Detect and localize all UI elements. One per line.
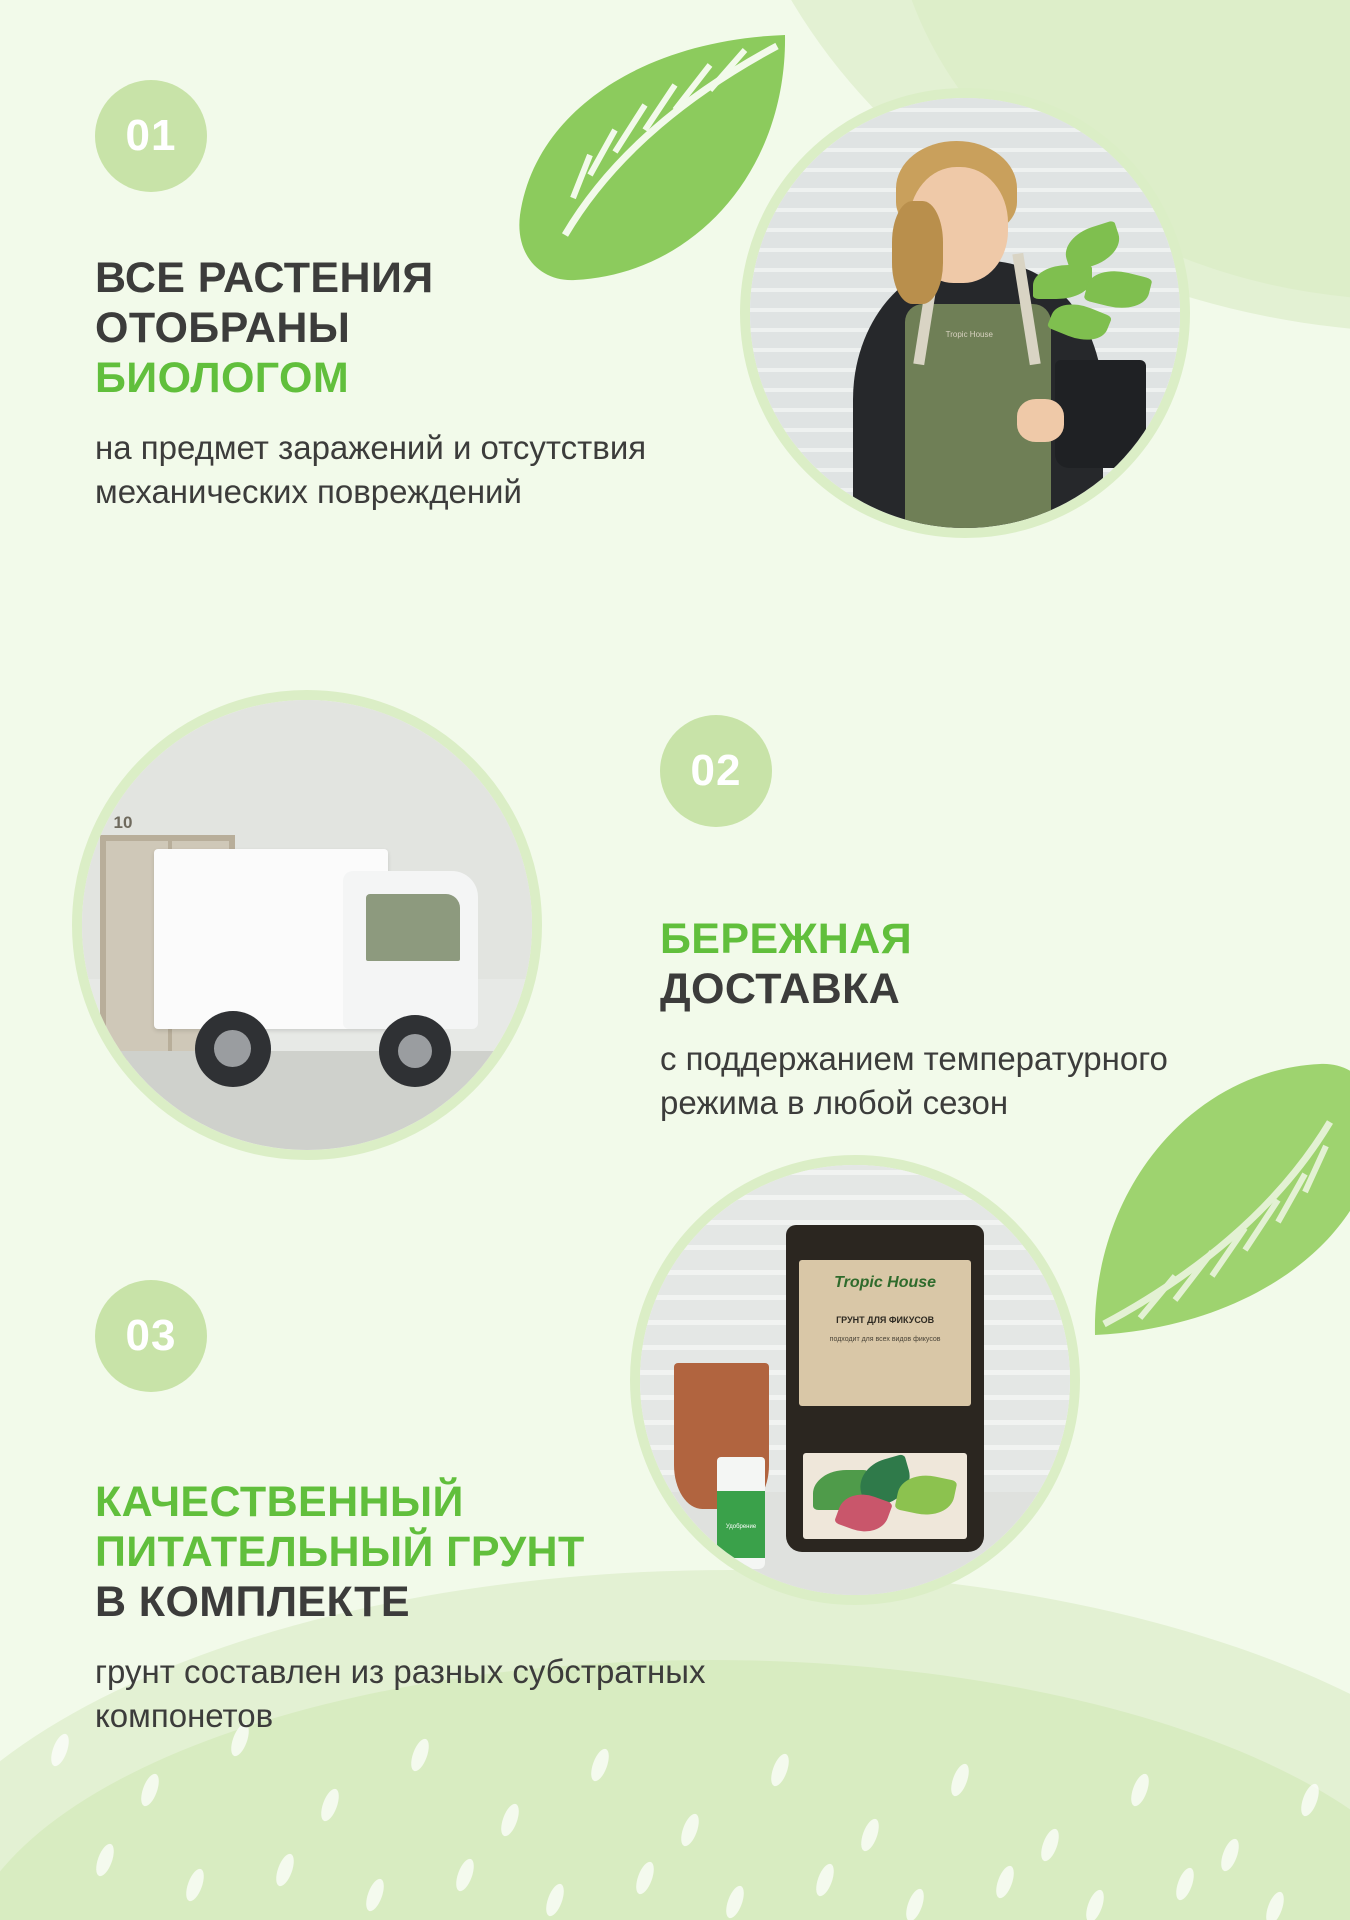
package-artwork (803, 1453, 966, 1539)
photo-delivery-truck (72, 690, 542, 1160)
package-brand: Tropic House (834, 1274, 937, 1292)
package-title: ГРУНТ ДЛЯ ФИКУСОВ (836, 1315, 935, 1326)
headline-line-accent: БЕРЕЖНАЯ (660, 915, 913, 963)
feature-number-badge-1 (95, 80, 207, 192)
bottle-label-text: Удобрение (725, 1524, 757, 1531)
feature-subtext-1: на предмет заражений и отсутствия механических повреждений (95, 428, 647, 510)
headline-line: В КОМПЛЕКТЕ (95, 1577, 410, 1626)
photo-biologist-with-plant (740, 88, 1190, 538)
fertilizer-bottle (717, 1457, 764, 1569)
feature-number-badge-3 (95, 1280, 207, 1392)
headline-line-accent: ПИТАТЕЛЬНЫЙ ГРУНТ (95, 1527, 585, 1576)
decorative-rain-dots (0, 1710, 1350, 1920)
door-number-label: 10 (113, 812, 133, 832)
plant-graphic (1025, 218, 1154, 373)
headline-line-accent: КАЧЕСТВЕННЫЙ (95, 1478, 464, 1526)
feature-subtext-2: с поддержанием температурного режима в любой сезон (660, 1039, 1168, 1121)
package-note: подходит для всех видов фикусов (829, 1335, 941, 1343)
feature-block-2 (660, 715, 1280, 1125)
apron-logo-text: Tropic House (945, 330, 993, 340)
headline-line-accent: БИОЛОГОМ (95, 353, 350, 402)
photo-soil-package (630, 1155, 1080, 1605)
feature-number-1: 01 (125, 111, 177, 160)
feature-headline-2 (660, 915, 1280, 1015)
headline-line: ДОСТАВКА (660, 964, 901, 1013)
feature-number-badge-2 (660, 715, 772, 827)
feature-number-3: 03 (125, 1311, 177, 1360)
feature-subtext-3: грунт составлен из разных субстратных компонетов (95, 1652, 706, 1734)
feature-headline-1 (95, 254, 735, 404)
headline-line: ВСЕ РАСТЕНИЯ (95, 254, 434, 302)
feature-block-1 (95, 80, 735, 513)
package-label (799, 1260, 971, 1406)
feature-number-2: 02 (690, 746, 742, 795)
headline-line: ОТОБРАНЫ (95, 303, 351, 352)
